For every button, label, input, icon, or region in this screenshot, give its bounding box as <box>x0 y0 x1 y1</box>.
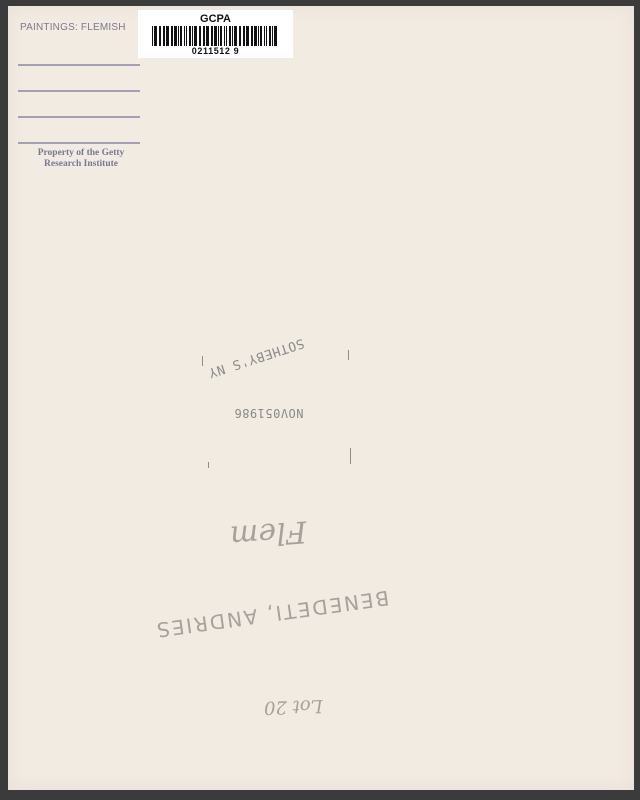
barcode-bar <box>232 26 233 46</box>
barcode-bar <box>214 26 217 46</box>
barcode-bars <box>152 26 280 46</box>
barcode-bar <box>184 26 185 46</box>
barcode-bar <box>264 26 265 46</box>
barcode-bar <box>260 26 262 46</box>
barcode-bar <box>239 26 241 46</box>
barcode-bar <box>243 26 245 46</box>
barcode-bar <box>254 26 257 46</box>
barcode-bar <box>178 26 179 46</box>
stamp-corner-mark <box>348 350 349 360</box>
barcode-bar <box>171 26 173 46</box>
pencil-note-artist: BENEDETI, ANDRIES <box>153 585 391 643</box>
barcode-bar <box>224 26 225 46</box>
barcode-number: 0211512 9 <box>191 46 240 56</box>
barcode-bar <box>258 26 259 46</box>
barcode-bar <box>166 26 169 46</box>
stamp-corner-mark <box>202 356 203 366</box>
property-line-2: Research Institute <box>44 159 118 169</box>
label-rule-1 <box>18 64 140 66</box>
barcode-bar <box>199 26 201 46</box>
barcode-bar <box>189 26 191 46</box>
barcode-bar <box>266 26 267 46</box>
barcode-label <box>138 10 293 58</box>
barcode-bar <box>186 26 187 46</box>
barcode-bar <box>206 26 209 46</box>
barcode-bar <box>269 26 271 46</box>
barcode-bar <box>251 26 253 46</box>
label-rule-3 <box>18 116 140 118</box>
stamp-auction-house: SOTHEBY'S NY <box>206 334 306 381</box>
barcode-title: GCPA <box>200 13 231 25</box>
category-label: PAINTINGS: FLEMISH <box>20 22 126 33</box>
barcode-bar <box>180 26 182 46</box>
property-line-1: Property of the Getty <box>37 148 125 158</box>
barcode-bar <box>194 26 197 46</box>
barcode-bar <box>274 26 277 46</box>
barcode-bar <box>234 26 237 46</box>
stamp-corner-mark <box>208 462 209 468</box>
barcode-bar <box>192 26 193 46</box>
barcode-bar <box>159 26 161 46</box>
barcode-bar <box>163 26 165 46</box>
barcode-bar <box>226 26 227 46</box>
barcode-bar <box>154 26 157 46</box>
label-rule-4 <box>18 142 140 144</box>
barcode-bar <box>218 26 219 46</box>
barcode-bar <box>246 26 249 46</box>
barcode-bar <box>272 26 273 46</box>
pencil-note-school: Flem <box>228 513 308 554</box>
label-rule-2 <box>18 90 140 92</box>
barcode-bar <box>211 26 213 46</box>
property-stamp <box>20 148 142 170</box>
pencil-note-lot: Lot 20 <box>263 694 324 719</box>
archive-card <box>8 6 634 790</box>
stamp-corner-mark <box>350 448 351 464</box>
barcode-bar <box>229 26 231 46</box>
barcode-bar <box>174 26 177 46</box>
auction-stamp <box>196 336 356 476</box>
stamp-date: NOV051986 <box>234 406 304 420</box>
barcode-bar <box>152 26 153 46</box>
barcode-bar <box>220 26 222 46</box>
barcode-bar <box>203 26 205 46</box>
